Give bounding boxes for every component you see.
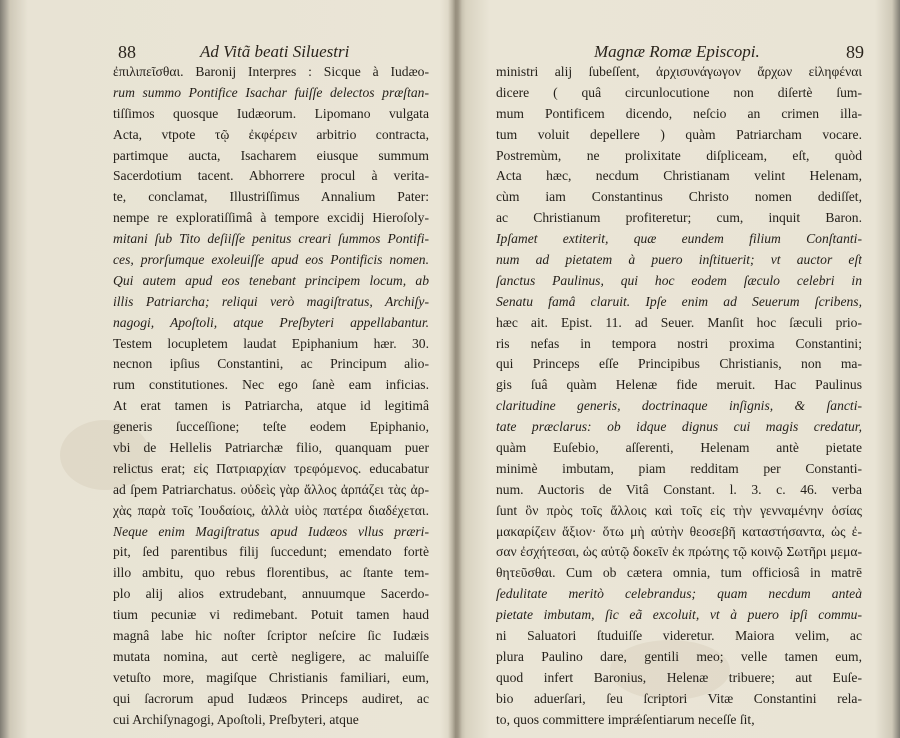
text-line: ni Saluatori ſtuduiſſe videretur. Maiora velim, ac (496, 628, 862, 644)
text-line: num ad pietatem à puero inſtituerit; vt auctor eſt (496, 252, 862, 268)
text-line: ad ſpem Patriarchatus. οὐδεὶς γὰρ ἄλλος ἀρπάζει τὰς ἀρ- (113, 481, 429, 497)
text-line: rum constitutiones. Nec ego ſanè eam inficias. (113, 377, 429, 393)
text-line: μακαρίζειν ἄξιον· ὅτω μὴ αὐτὴν θεοσεβῆ καταστήσαντα, ὡς ἐ- (496, 523, 862, 539)
left-folio: 88 (118, 42, 136, 62)
right-running-title: Magnæ Romæ Episcopi. (594, 42, 760, 61)
text-line: quàm Euſebio, aſſerenti, Helenam antè pietate (496, 440, 862, 456)
text-line: nagogi, Apoſtoli, atque Preſbyteri appellabantur. (113, 314, 429, 330)
text-line: Acta hæc, necdum Christianam velint Helenam, (496, 168, 862, 184)
text-line: tum voluit depellere ) quàm Patriarcham vocare. (496, 126, 862, 142)
text-line: ces, prorſumque exoleuiſſe apud eos Pontificis nomen. (113, 252, 429, 268)
text-line: cùm iam Constantinus Christo nomen dediſſet, (496, 189, 862, 205)
text-line: pit, ſed parentibus filij ſuccedunt; emendato fortè (113, 544, 429, 560)
text-line: te, conclamat, Illustriſſimus Annalium Pater: (113, 189, 429, 205)
text-line: claritudine generis, doctrinaque inſignis, & ſancti- (496, 398, 862, 414)
text-line: generis ſucceſſione; teſte eodem Epiphanio, (113, 419, 429, 435)
text-line: mutata nomina, aut certè negligere, ac maluiſſe (113, 648, 429, 664)
text-line: At erat tamen is Patriarcha, atque id legitimâ (113, 398, 429, 414)
text-line: tium pecuniæ vi redimebant. Potuit tamen haud (113, 607, 429, 623)
text-line: mum Pontificem dicendo, neſcio an crimen illa- (496, 105, 862, 121)
text-line: necnon ipſius Constantini, ac Principum alio- (113, 356, 429, 372)
text-line: to, quos committere imprǽſentiarum neceſſe ſit, (496, 711, 755, 727)
text-line: plo alij alios extrudebant, annuumque Sacerdo- (113, 586, 429, 602)
text-line: mitani ſub Tito deſiiſſe penitus creari ſummos Pontifi- (113, 231, 429, 247)
text-line: qui Princeps eſſe Principibus Christianis, non ma- (496, 356, 862, 372)
text-line: partimque aucta, Isacharem eiusque summum (113, 147, 429, 163)
text-line: qui ſacrorum apud Iudæos Princeps audiret, ac (113, 690, 429, 706)
text-line: ministri alij ſubeſſent, ἀρχισυνάγωγον ἄρχων εἰληφέναι (496, 64, 862, 79)
text-line: num. Auctoris de Vitâ Constant. l. 3. c. 46. verba (496, 481, 862, 497)
text-line: vbi de Hellelis Patriarchæ filio, quanquam puer (113, 440, 429, 456)
text-line: Acta, vtpote τῷ ἐκφέρειν arbitrio contracta, (113, 126, 429, 142)
text-line: plura Paulino dare, gentili meo; velle tamen eum, (496, 648, 862, 664)
text-line: Senatu famâ claruit. Ipſe enim ad Seuerum ſcribens, (496, 293, 862, 309)
text-line: Neque enim Magiſtratus apud Iudæos vllus præri- (113, 523, 429, 539)
text-line: σαν ἐσχήτεσαι, ὡς αὐτῷ δοκεῖν ἐκ πρώτης τῷ κοινῷ Σωτῆρι μεμα- (496, 544, 862, 560)
text-line: rum summo Pontifice Isachar fuiſſe delectos præſtan- (113, 84, 429, 100)
text-line: ſunt ὃν πρὸς τοῖς ἄλλοις καὶ τοῖς εἰς τὴν γενναμένην ὁσίας (496, 502, 862, 518)
text-line: dicere ( quâ circunlocutione non diſertè ſum- (496, 84, 862, 100)
text-line: pietate imbutam, ſic eã excoluit, vt à puero ipſi commu- (496, 607, 862, 623)
text-line: illo ambitu, quo rebus florentibus, ac ſtante tem- (113, 565, 429, 581)
text-line: χὰς παρὰ τοῖς Ἰουδαίοις, ἀλλὰ υἱὸς πατέρα διαδέχεται. (113, 502, 429, 518)
text-line: Postremùm, ne prolixitate diſpliceam, eſt, quòd (496, 147, 862, 163)
text-line: ſedulitate meritò celebrandus; quam necdum anteà (496, 586, 862, 602)
text-line: ris nefas in tempora nostri proxima Constantini; (496, 335, 862, 351)
text-line: magnâ labe hic noſter ſcriptor neſcire ſic Iudæis (113, 628, 429, 644)
text-line: minimè imbutam, piam redditam per Constanti- (496, 460, 862, 476)
text-line: tiſſimos quosque Iudæorum. Lipomano vulgata (113, 105, 429, 121)
text-line: θητεῦσθαι. Cum ob cætera omnia, tum officiosâ in matrē (496, 565, 862, 581)
text-line: bio aduerſari, ſeu ſcriptori Vitæ Constantini rela- (496, 690, 862, 706)
text-line: vetuſto more, magiſque Christianis familiari, eum, (113, 669, 429, 685)
left-running-title: Ad Vitã beati Siluestri (200, 42, 350, 61)
text-line: ac Christianum profiteretur; cum, inquit Baron. (496, 210, 862, 226)
text-line: illis Patriarcha; reliqui verò magiſtratus, Archiſy- (113, 293, 429, 309)
right-folio: 89 (846, 42, 864, 62)
text-line: cui Archiſynagogi, Apoſtoli, Preſbyteri, atque (113, 711, 359, 727)
left-page-text (113, 62, 429, 731)
right-page (458, 0, 900, 738)
text-line: Sacerdotium tacent. Abhorrere procul à verita- (113, 168, 429, 184)
text-line: nempe re exploratiſſimâ à tempore excidij Hieroſoly- (113, 210, 429, 226)
text-line: relictus erat; εἰς Πατριαρχίαν τρεφόμενος. educabatur (113, 460, 429, 476)
text-line: ἐπιλιπεῖσθαι. Baronij Interpres : Sicque à Iudæo- (113, 64, 429, 79)
text-line: ſanctus Paulinus, qui hoc eodem ſæculo celebri in (496, 272, 862, 288)
text-line: hæc ait. Epist. 11. ad Seuer. Manſit hoc ſæculi prio- (496, 314, 862, 330)
text-line: Ipſamet extiterit, quæ eundem filium Conſtanti- (496, 231, 862, 247)
text-line: Qui autem apud eos tenebant principem locum, ab (113, 272, 429, 288)
text-line: quod infert Baronius, Helenæ tribuere; aut Euſe- (496, 669, 862, 685)
right-page-text (496, 62, 862, 731)
text-line: Testem locupletem laudat Epiphanium hær. 30. (113, 335, 429, 351)
text-line: tate præclarus: ob idque dignus cui magis credatur, (496, 419, 862, 435)
text-line: gis ſuâ quàm Helenæ fide meruit. Hac Paulinus (496, 377, 862, 393)
